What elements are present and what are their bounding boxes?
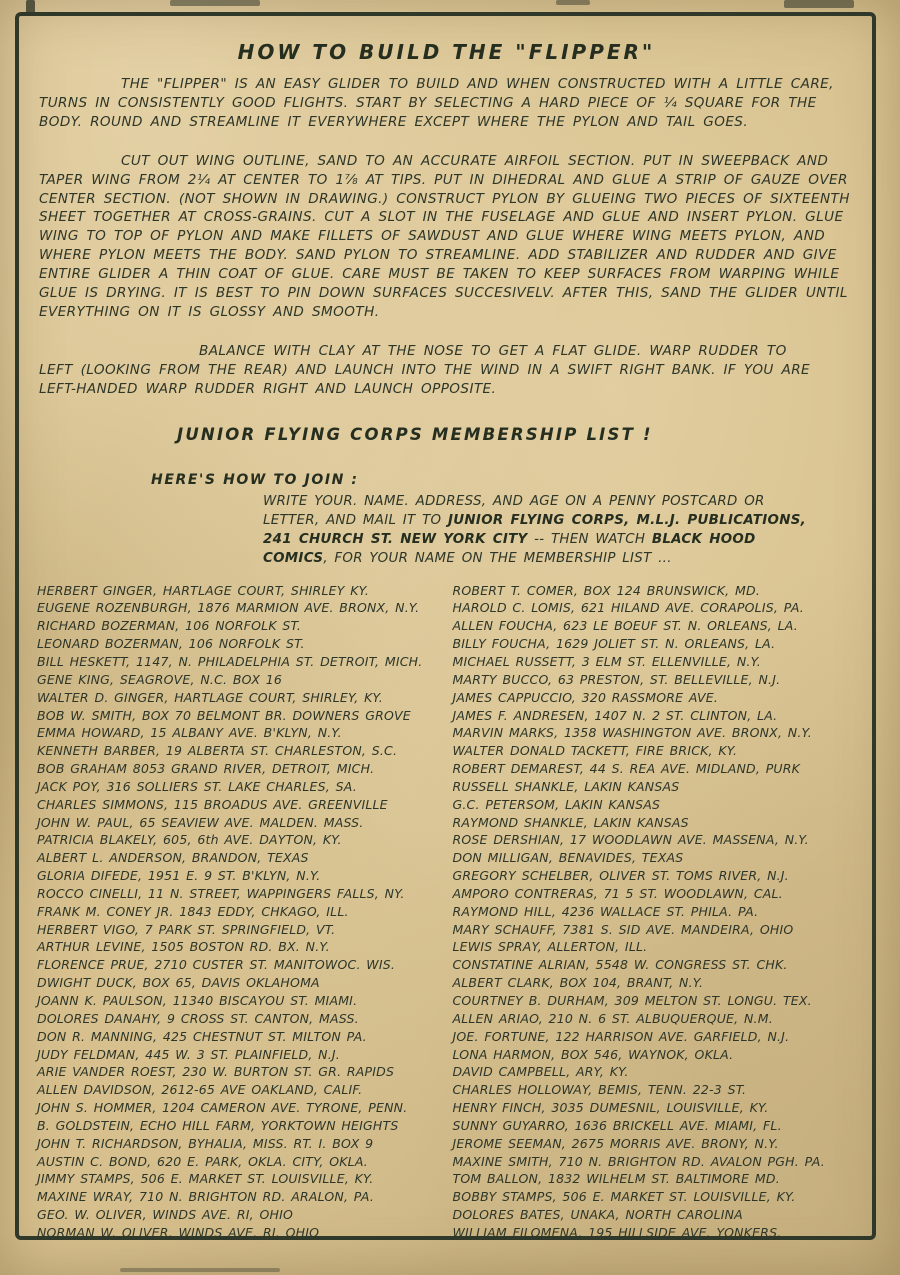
membership-column-right	[449, 582, 865, 1242]
member-entry: JOHN S. HOMMER, 1204 CAMERON AVE. TYRONE, PENN.	[37, 1100, 408, 1116]
member-entry: BILLY FOUCHA, 1629 JOLIET ST. N. ORLEANS, LA.	[452, 636, 776, 652]
join-address-bold: BLACK HOOD COMICS	[263, 531, 756, 566]
member-entry: SUNNY GUYARRO, 1636 BRICKELL AVE. MIAMI, FL.	[452, 1117, 782, 1133]
member-entry: ARIE VANDER ROEST, 230 W. BURTON ST. GR. RAPIDS	[37, 1064, 395, 1080]
member-entry: MICHAEL RUSSETT, 3 ELM ST. ELLENVILLE, N.Y.	[452, 653, 761, 669]
member-entry: HERBERT GINGER, HARTLAGE COURT, SHIRLEY KY.	[37, 582, 370, 598]
member-entry: AUSTIN C. BOND, 620 E. PARK, OKLA. CITY, OKLA.	[37, 1153, 368, 1169]
member-entry: DON R. MANNING, 425 CHESTNUT ST. MILTON PA.	[37, 1028, 367, 1044]
member-entry: NORMAN W. OLIVER, WINDS AVE. RI. OHIO	[37, 1224, 320, 1240]
paper-smudge	[556, 0, 590, 5]
member-entry: ROCCO CINELLI, 11 N. STREET, WAPPINGERS FALLS, NY.	[37, 885, 405, 901]
member-entry: ARTHUR LEVINE, 1505 BOSTON RD. BX. N.Y.	[37, 939, 330, 955]
member-entry: HENRY FINCH, 3035 DUMESNIL, LOUISVILLE, KY.	[452, 1100, 769, 1116]
member-entry: JAMES F. ANDRESEN, 1407 N. 2 ST. CLINTON, LA.	[452, 707, 778, 723]
member-entry: RAYMOND HILL, 4236 WALLACE ST. PHILA. PA.	[452, 903, 759, 919]
member-entry: TOM BALLON, 1832 WILHELM ST. BALTIMORE MD.	[452, 1171, 780, 1187]
member-entry: MARTY BUCCO, 63 PRESTON, ST. BELLEVILLE, N.J.	[452, 671, 781, 687]
membership-list-heading: JUNIOR FLYING CORPS MEMBERSHIP LIST !	[177, 424, 653, 444]
member-entry: JOHN T. RICHARDSON, BYHALIA, MISS. RT. I. BOX 9	[37, 1135, 374, 1151]
member-entry: JAMES CAPPUCCIO, 320 RASSMORE AVE.	[452, 689, 719, 705]
member-entry: LEWIS SPRAY, ALLERTON, ILL.	[452, 939, 648, 955]
member-entry: ALBERT CLARK, BOX 104, BRANT, N.Y.	[452, 975, 704, 991]
join-text: -- THEN WATCH	[527, 531, 652, 547]
member-entry: ALBERT L. ANDERSON, BRANDON, TEXAS	[37, 850, 309, 866]
member-entry: JEROME SEEMAN, 2675 MORRIS AVE. BRONY, N.Y.	[452, 1135, 779, 1151]
page-title: HOW TO BUILD THE "FLIPPER"	[237, 40, 656, 64]
member-entry: BILL HESKETT, 1147, N. PHILADELPHIA ST. DETROIT, MICH.	[37, 653, 423, 669]
member-entry: JOE. FORTUNE, 122 HARRISON AVE. GARFIELD, N.J.	[452, 1028, 790, 1044]
member-entry: DWIGHT DUCK, BOX 65, DAVIS OKLAHOMA	[37, 975, 320, 991]
member-entry: PATRICIA BLAKELY, 605, 6th AVE. DAYTON, KY.	[37, 832, 342, 848]
member-entry: LEONARD BOZERMAN, 106 NORFOLK ST.	[37, 636, 305, 652]
paper-smudge	[120, 1268, 280, 1272]
member-entry: FRANK M. CONEY JR. 1843 EDDY, CHKAGO, ILL.	[37, 903, 349, 919]
flight-trim-paragraph: BALANCE WITH CLAY AT THE NOSE TO GET A FLAT GLIDE. WARP RUDDER TO LEFT (LOOKING FROM THE REAR) AND LAUNCH INTO THE WIND IN A SWIFT RIGHT BANK. IF YOU ARE LEFT-HANDED WARP RUDDER RIGHT AND LAUNCH OPPOSITE.	[39, 342, 811, 397]
member-entry: JOANN K. PAULSON, 11340 BISCAYOU ST. MIAMI.	[37, 993, 358, 1008]
member-entry: WILLIAM FILOMENA, 195 HILLSIDE AVE. YONKERS.	[452, 1224, 782, 1240]
member-entry: ROBERT T. COMER, BOX 124 BRUNSWICK, MD.	[452, 582, 761, 598]
member-entry: BOB W. SMITH, BOX 70 BELMONT BR. DOWNERS GROVE	[37, 707, 411, 723]
member-entry: RUSSELL SHANKLE, LAKIN KANSAS	[452, 778, 680, 794]
page-border-frame	[15, 12, 876, 1240]
member-entry: HAROLD C. LOMIS, 621 HILAND AVE. CORAPOLIS, PA.	[452, 600, 804, 616]
member-entry: CHARLES HOLLOWAY, BEMIS, TENN. 22-3 ST.	[452, 1082, 747, 1098]
member-entry: GLORIA DIFEDE, 1951 E. 9 ST. B'KLYN, N.Y.	[37, 868, 321, 884]
member-entry: BOB GRAHAM 8053 GRAND RIVER, DETROIT, MICH.	[37, 761, 375, 777]
member-entry: JUDY FELDMAN, 445 W. 3 ST. PLAINFIELD, N.J.	[37, 1046, 340, 1062]
member-entry: RAYMOND SHANKLE, LAKIN KANSAS	[452, 814, 689, 830]
construction-paragraph: CUT OUT WING OUTLINE, SAND TO AN ACCURATE AIRFOIL SECTION. PUT IN SWEEPBACK AND TAPER WING FROM 2¼ AT CENTER TO 1⅞ AT TIPS. PUT IN DIHEDRAL AND GLUE A STRIP OF GAUZE OVER CENTER SECTION. (NOT SHOWN IN DRAWING.) CONSTRUCT PYLON BY GLUEING TWO PIECES OF SIXTEENTH SHEET TOGETHER AT CROSS-GRAINS. CUT A SLOT IN THE FUSELAGE AND GLUE AND INSERT PYLON. GLUE WING TO TOP OF PYLON AND MAKE FILLETS OF SAWDUST AND GLUE WHERE WING MEETS PYLON, AND WHERE PYLON MEETS THE BODY. SAND PYLON TO STREAMLINE. ADD STABILIZER AND RUDDER AND GIVE ENTIRE GLIDER A THIN COAT OF GLUE. CARE MUST BE TAKEN TO KEEP SURFACES FROM WARPING WHILE GLUE IS DRYING. IT IS BEST TO PIN DOWN SURFACES SUCCESIVELV. AFTER THIS, SAND THE GLIDER UNTIL EVERYTHING ON IT IS GLOSSY AND SMOOTH.	[39, 152, 850, 320]
member-entry: G.C. PETERSOM, LAKIN KANSAS	[452, 796, 661, 812]
membership-list	[35, 582, 858, 1242]
member-entry: JACK POY, 316 SOLLIERS ST. LAKE CHARLES, SA.	[37, 778, 357, 794]
member-entry: FLORENCE PRUE, 2710 CUSTER ST. MANITOWOC. WIS.	[37, 957, 396, 973]
join-instructions	[263, 492, 822, 568]
member-entry: JIMMY STAMPS, 506 E. MARKET ST. LOUISVILLE, KY.	[37, 1171, 374, 1187]
member-entry: GENE KING, SEAGROVE, N.C. BOX 16	[37, 671, 283, 687]
member-entry: MARVIN MARKS, 1358 WASHINGTON AVE. BRONX, N.Y.	[452, 725, 812, 741]
member-entry: DAVID CAMPBELL, ARY, KY.	[452, 1064, 629, 1080]
membership-column-left	[35, 582, 449, 1242]
member-entry: ROBERT DEMAREST, 44 S. REA AVE. MIDLAND, PURK	[452, 761, 801, 777]
member-entry: CONSTATINE ALRIAN, 5548 W. CONGRESS ST. CHK.	[452, 957, 788, 973]
intro-paragraph: THE "FLIPPER" IS AN EASY GLIDER TO BUILD AND WHEN CONSTRUCTED WITH A LITTLE CARE, TURNS IN CONSISTENTLY GOOD FLIGHTS. START BY SELECTING A HARD PIECE OF ¼ SQUARE FOR THE BODY. ROUND AND STREAMLINE IT EVERYWHERE EXCEPT WHERE THE PYLON AND TAIL GOES.	[39, 76, 834, 130]
member-entry: GEO. W. OLIVER, WINDS AVE. RI, OHIO	[37, 1207, 294, 1223]
join-text: , FOR YOUR NAME ON THE MEMBERSHIP LIST ...	[323, 550, 672, 566]
member-entry: ALLEN DAVIDSON, 2612-65 AVE OAKLAND, CALIF.	[37, 1082, 363, 1098]
member-entry: WALTER D. GINGER, HARTLAGE COURT, SHIRLEY, KY.	[37, 689, 383, 705]
member-entry: WALTER DONALD TACKETT, FIRE BRICK, KY.	[452, 743, 738, 759]
join-heading: HERE'S HOW TO JOIN :	[151, 471, 359, 488]
member-entry: DOLORES DANAHY, 9 CROSS ST. CANTON, MASS.	[37, 1010, 359, 1026]
member-entry: EUGENE ROZENBURGH, 1876 MARMION AVE. BRONX, N.Y.	[37, 600, 420, 616]
member-entry: ROSE DERSHIAN, 17 WOODLAWN AVE. MASSENA, N.Y.	[452, 832, 809, 848]
member-entry: ALLEN FOUCHA, 623 LE BOEUF ST. N. ORLEANS, LA.	[452, 618, 798, 634]
member-entry: DOLORES BATES, UNAKA, NORTH CAROLINA	[452, 1207, 743, 1223]
member-entry: ALLEN ARIAO, 210 N. 6 ST. ALBUQUERQUE, N.M.	[452, 1010, 773, 1026]
member-entry: B. GOLDSTEIN, ECHO HILL FARM, YORKTOWN HEIGHTS	[37, 1117, 399, 1133]
member-entry: KENNETH BARBER, 19 ALBERTA ST. CHARLESTON, S.C.	[37, 743, 398, 759]
member-entry: AMPORO CONTRERAS, 71 5 ST. WOODLAWN, CAL.	[452, 885, 783, 901]
member-entry: BOBBY STAMPS, 506 E. MARKET ST. LOUISVILLE, KY.	[452, 1189, 796, 1205]
member-entry: GREGORY SCHELBER, OLIVER ST. TOMS RIVER, N.J.	[452, 868, 789, 884]
member-entry: LONA HARMON, BOX 546, WAYNOK, OKLA.	[452, 1046, 734, 1062]
member-entry: RICHARD BOZERMAN, 106 NORFOLK ST.	[37, 618, 302, 634]
paper-smudge	[784, 0, 854, 8]
member-entry: CHARLES SIMMONS, 115 BROADUS AVE. GREENVILLE	[37, 796, 388, 812]
member-entry: MAXINE WRAY, 710 N. BRIGHTON RD. ARALON, PA.	[37, 1189, 375, 1205]
member-entry: DON MILLIGAN, BENAVIDES, TEXAS	[452, 850, 684, 866]
member-entry: JOHN W. PAUL, 65 SEAVIEW AVE. MALDEN. MASS.	[37, 814, 364, 830]
member-entry: HERBERT VIGO, 7 PARK ST. SPRINGFIELD, VT.	[37, 921, 336, 937]
paper-smudge	[170, 0, 260, 6]
member-entry: MARY SCHAUFF, 7381 S. SID AVE. MANDEIRA, OHIO	[452, 921, 794, 937]
member-entry: MAXINE SMITH, 710 N. BRIGHTON RD. AVALON PGH. PA.	[452, 1153, 825, 1169]
member-entry: COURTNEY B. DURHAM, 309 MELTON ST. LONGU. TEX.	[452, 993, 812, 1008]
join-address-bold: JUNIOR FLYING CORPS, M.L.J. PUBLICATIONS, 241 CHURCH ST. NEW YORK CITY	[263, 512, 807, 547]
join-text: WRITE YOUR. NAME. ADDRESS, AND AGE ON A PENNY POSTCARD OR LETTER, AND MAIL IT TO	[263, 493, 765, 528]
member-entry: EMMA HOWARD, 15 ALBANY AVE. B'KLYN, N.Y.	[37, 725, 342, 741]
